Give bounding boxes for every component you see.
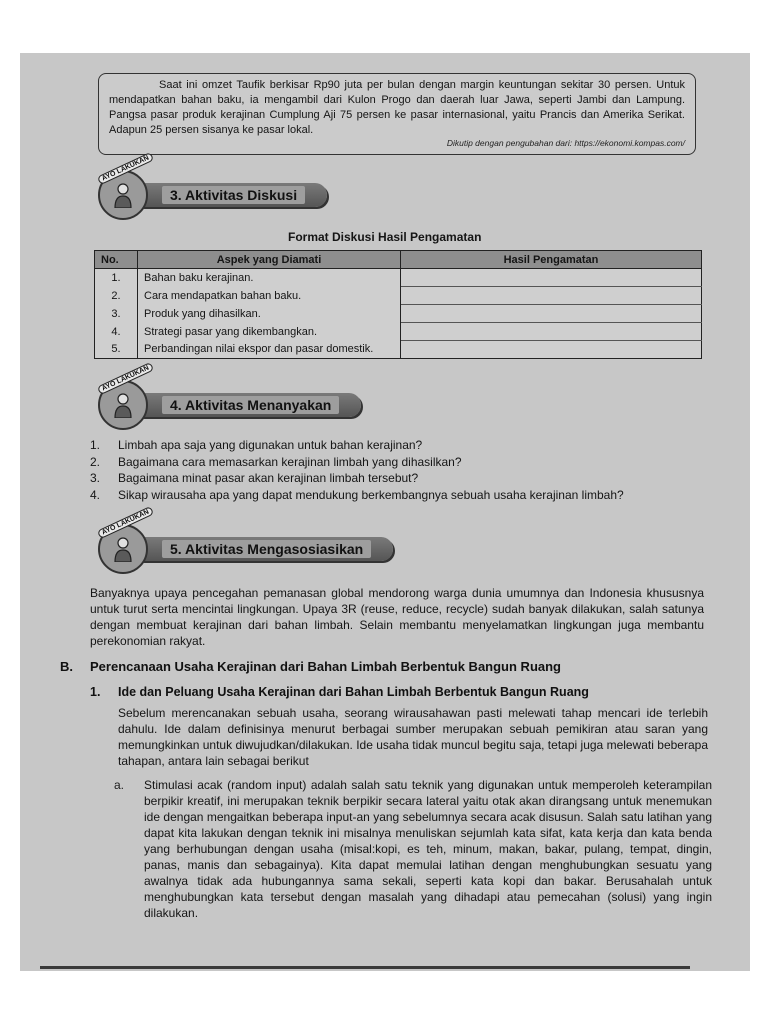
column-header-result: Hasil Pengamatan — [401, 251, 702, 269]
table-row — [95, 305, 702, 323]
badge-ribbon: AYO LAKUKAN — [97, 152, 154, 185]
row-number: 4. — [95, 323, 138, 341]
association-paragraph: Banyaknya upaya pencegahan pemanasan global mendorong warga dunia umumnya dan Indonesia khususnya untuk turut serta mencintai lingkungan. Upaya 3R (reuse, reduce, recycle) sudah banyak dilakukan, salah satunya dengan membuat kerajinan dari bahan limbah. Selain membantu menyelamatkan lingkungan juga membantu perekonomian rakyat. — [90, 586, 704, 648]
item-text: Limbah apa saja yang digunakan untuk bahan kerajinan? — [118, 438, 423, 452]
list-item — [90, 470, 730, 486]
list-item — [90, 454, 730, 470]
ayo-lakukan-badge — [98, 508, 151, 574]
row-aspect: Cara mendapatkan bahan baku. — [138, 287, 401, 305]
row-result-blank — [401, 341, 702, 359]
row-number: 2. — [95, 287, 138, 305]
activity-title: 4. Aktivitas Menanyakan — [162, 396, 339, 414]
table-header-row — [95, 251, 702, 269]
activity-banner-menanyakan — [98, 364, 361, 420]
student-figure-icon — [112, 392, 134, 418]
list-item — [90, 487, 730, 503]
row-number: 5. — [95, 341, 138, 359]
activity-banner-mengasosiasikan — [98, 508, 393, 564]
column-header-no: No. — [95, 251, 138, 269]
row-result-blank — [401, 269, 702, 287]
badge-ribbon: AYO LAKUKAN — [97, 506, 154, 539]
row-number: 3. — [95, 305, 138, 323]
student-figure-icon — [112, 536, 134, 562]
item-number: 4. — [90, 487, 101, 502]
item-text: Bagaimana cara memasarkan kerajinan limbah yang dihasilkan? — [118, 454, 462, 469]
section-number: B. — [60, 659, 73, 674]
item-text: Sikap wirausaha apa yang dapat mendukung berkembangnya sebuah usaha kerajinan limbah? — [118, 487, 624, 502]
observation-table — [94, 250, 702, 359]
row-number: 1. — [95, 269, 138, 287]
column-header-aspect: Aspek yang Diamati — [138, 251, 401, 269]
banner-bar — [140, 537, 393, 561]
banner-bar — [140, 393, 361, 417]
banner-bar — [140, 183, 327, 207]
row-result-blank — [401, 287, 702, 305]
table-row — [95, 323, 702, 341]
item-number: 1. — [90, 438, 101, 452]
subsection-title: Ide dan Peluang Usaha Kerajinan dari Bahan Limbah Berbentuk Bangun Ruang — [118, 685, 589, 699]
subsection-number: 1. — [90, 685, 101, 699]
quote-source: Dikutip dengan pengubahan dari: https://ekonomi.kompas.com/ — [446, 138, 685, 148]
question-list — [90, 437, 730, 503]
row-aspect: Strategi pasar yang dikembangkan. — [138, 323, 401, 341]
item-a-text: Stimulasi acak (random input) adalah salah satu teknik yang digunakan untuk memperoleh keterampilan berpikir kreatif, ini merupakan teknik berpikir secara lateral yaitu otak akan dirangsang untuk menemukan ide dengan mengaitkan beberapa input-an yang sebelumnya secara acak disusun. Salah satu latihan yang dapat kita lakukan dengan teknik ini misalnya menuliskan sejumlah kata sifat, kata kerja dan kata benda yang berhubungan dengan usaha (misal:kopi, es teh, minum, makan, bakar, pulang, tempat, dingin, panas, manis dan sebagainya). Kita dapat memulai latihan dengan menghubungkan sesuatu yang awalnya tidak ada hubungannya sama sekali, seperti kata kopi dan bakar. Berusahalah untuk menghubungkan kata tersebut dengan masalah yang dihadapi atau pemecahan (solusi) yang ingin dilakukan. — [144, 778, 712, 920]
list-item — [90, 437, 730, 453]
activity-banner-diskusi — [98, 154, 327, 210]
quote-box — [98, 73, 696, 155]
activity-title: 3. Aktivitas Diskusi — [162, 186, 305, 204]
page-bottom-rule — [40, 966, 690, 969]
student-figure-icon — [112, 182, 134, 208]
item-number: 3. — [90, 471, 101, 485]
table-row — [95, 269, 702, 287]
section-heading-b — [60, 659, 561, 674]
item-letter: a. — [114, 778, 125, 792]
table-title: Format Diskusi Hasil Pengamatan — [288, 230, 482, 244]
book-page-photo — [20, 53, 750, 971]
section-title: Perencanaan Usaha Kerajinan dari Bahan Limbah Berbentuk Bangun Ruang — [90, 659, 561, 674]
list-item-a — [114, 777, 712, 921]
activity-title: 5. Aktivitas Mengasosiasikan — [162, 540, 371, 558]
item-text: Bagaimana minat pasar akan kerajinan limbah tersebut? — [118, 471, 419, 485]
table-row — [95, 287, 702, 305]
item-number: 2. — [90, 454, 101, 469]
row-result-blank — [401, 305, 702, 323]
idea-paragraph: Sebelum merencanakan sebuah usaha, seorang wirausahawan pasti melewati tahap mencari ide terlebih dahulu. Ide dalam definisinya menurut berbagai sumber merupakan sebuah pemikiran atau saran yang memungkinkan untuk diwujudkan/dilakukan. Ide usaha tidak muncul begitu saja, tetapi juga melewati beberapa tahapan, antara lain sebagai berikut — [118, 706, 708, 768]
row-aspect: Bahan baku kerajinan. — [138, 269, 401, 287]
ayo-lakukan-badge — [98, 364, 151, 430]
table-row — [95, 341, 702, 359]
ayo-lakukan-badge — [98, 154, 151, 220]
row-result-blank — [401, 323, 702, 341]
subsection-heading-1 — [90, 685, 589, 699]
quote-text: Saat ini omzet Taufik berkisar Rp90 juta per bulan dengan margin keuntungan sekitar 30 persen. Untuk mendapatkan bahan baku, ia mengambil dari Kulon Progo dan daerah luar Jawa, seperti Jambi dan Lampung. Pangsa pasar produk kerajinan Cumplung Aji 75 persen ke pasar internasional, yaitu Prancis dan Amerika Serikat. Adapun 25 persen sisanya ke pasar lokal. — [109, 79, 685, 136]
row-aspect: Produk yang dihasilkan. — [138, 305, 401, 323]
row-aspect: Perbandingan nilai ekspor dan pasar domestik. — [138, 341, 401, 359]
badge-ribbon: AYO LAKUKAN — [97, 362, 154, 395]
